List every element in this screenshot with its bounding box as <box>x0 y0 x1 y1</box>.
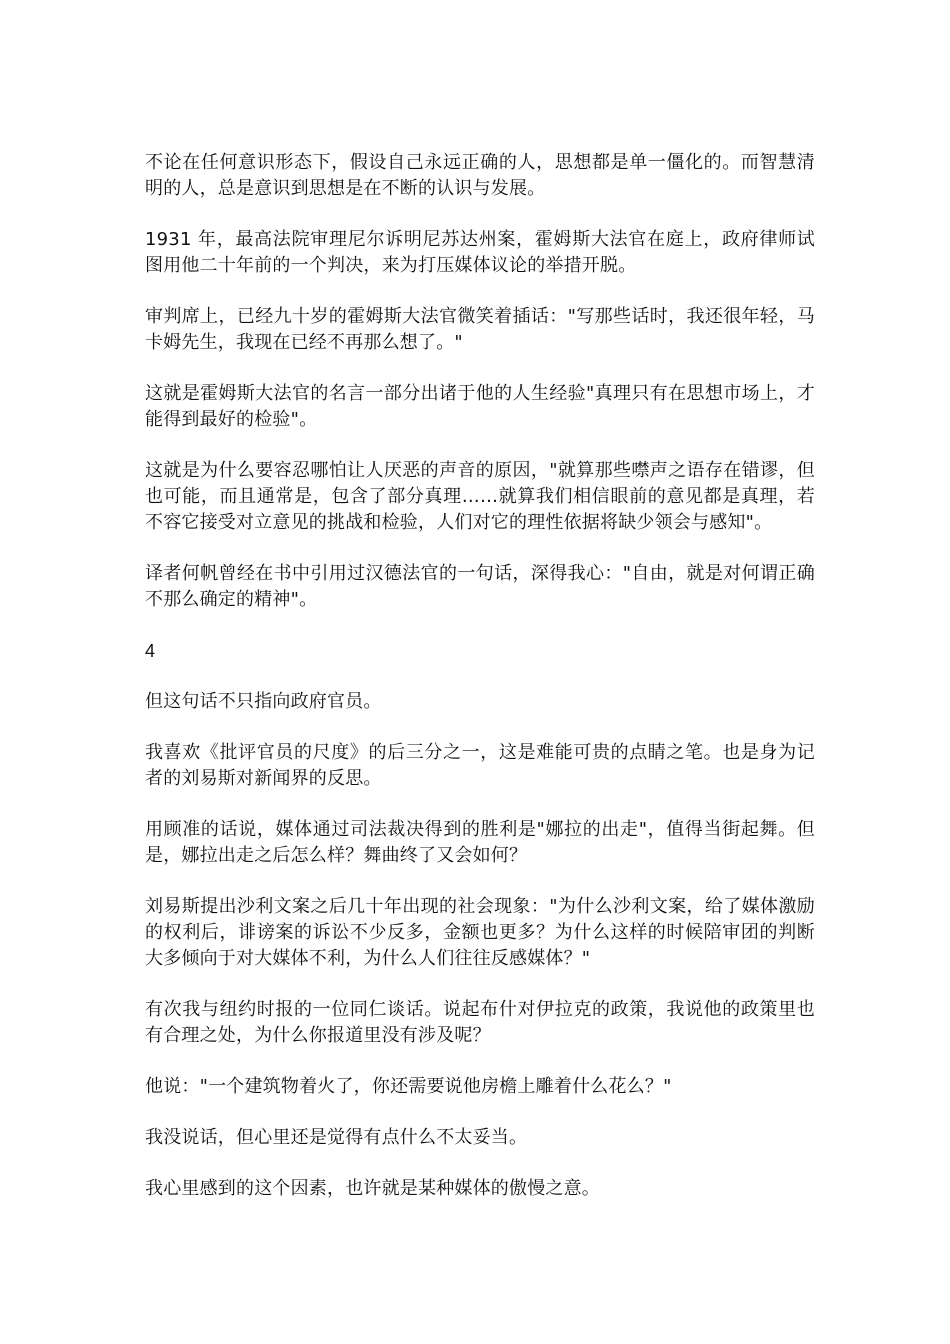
paragraph: 刘易斯提出沙利文案之后几十年出现的社会现象："为什么沙利文案，给了媒体激励的权利后，诽谤案的诉讼不少反多，金额也更多？为什么这样的时候陪审团的判断大多倾向于对大媒体不利，为什么人们往往反感媒体？" <box>145 896 815 969</box>
paragraph: 1931 年，最高法院审理尼尔诉明尼苏达州案，霍姆斯大法官在庭上，政府律师试图用他二十年前的一个判决，来为打压媒体议论的举措开脱。 <box>145 229 815 276</box>
paragraph: 审判席上，已经九十岁的霍姆斯大法官微笑着插话："写那些话时，我还很年轻，马卡姆先生，我现在已经不再那么想了。" <box>145 306 815 353</box>
document-page <box>145 150 815 1227</box>
paragraph: 这就是霍姆斯大法官的名言一部分出诸于他的人生经验"真理只有在思想市场上，才能得到最好的检验"。 <box>145 383 815 430</box>
paragraph: 他说："一个建筑物着火了，你还需要说他房檐上雕着什么花么？" <box>145 1076 672 1097</box>
paragraph: 我喜欢《批评官员的尺度》的后三分之一，这是难能可贵的点睛之笔。也是身为记者的刘易斯对新闻界的反思。 <box>145 742 815 789</box>
paragraph: 我没说话，但心里还是觉得有点什么不太妥当。 <box>145 1127 528 1148</box>
paragraph: 我心里感到的这个因素，也许就是某种媒体的傲慢之意。 <box>145 1178 600 1199</box>
paragraph: 不论在任何意识形态下，假设自己永远正确的人，思想都是单一僵化的。而智慧清明的人，总是意识到思想是在不断的认识与发展。 <box>145 152 815 199</box>
paragraph: 但这句话不只指向政府官员。 <box>145 691 382 712</box>
paragraph: 有次我与纽约时报的一位同仁谈话。说起布什对伊拉克的政策，我说他的政策里也有合理之处，为什么你报道里没有涉及呢？ <box>145 999 815 1046</box>
section-number: 4 <box>145 641 156 661</box>
paragraph: 用顾准的话说，媒体通过司法裁决得到的胜利是"娜拉的出走"，值得当街起舞。但是，娜拉出走之后怎么样？舞曲终了又会如何？ <box>145 819 815 866</box>
paragraph: 译者何帆曾经在书中引用过汉德法官的一句话，深得我心："自由，就是对何谓正确不那么确定的精神"。 <box>145 563 815 610</box>
paragraph: 这就是为什么要容忍哪怕让人厌恶的声音的原因，"就算那些噤声之语存在错谬，但也可能，而且通常是，包含了部分真理……就算我们相信眼前的意见都是真理，若不容它接受对立意见的挑战和检验，人们对它的理性依据将缺少领会与感知"。 <box>145 460 815 533</box>
